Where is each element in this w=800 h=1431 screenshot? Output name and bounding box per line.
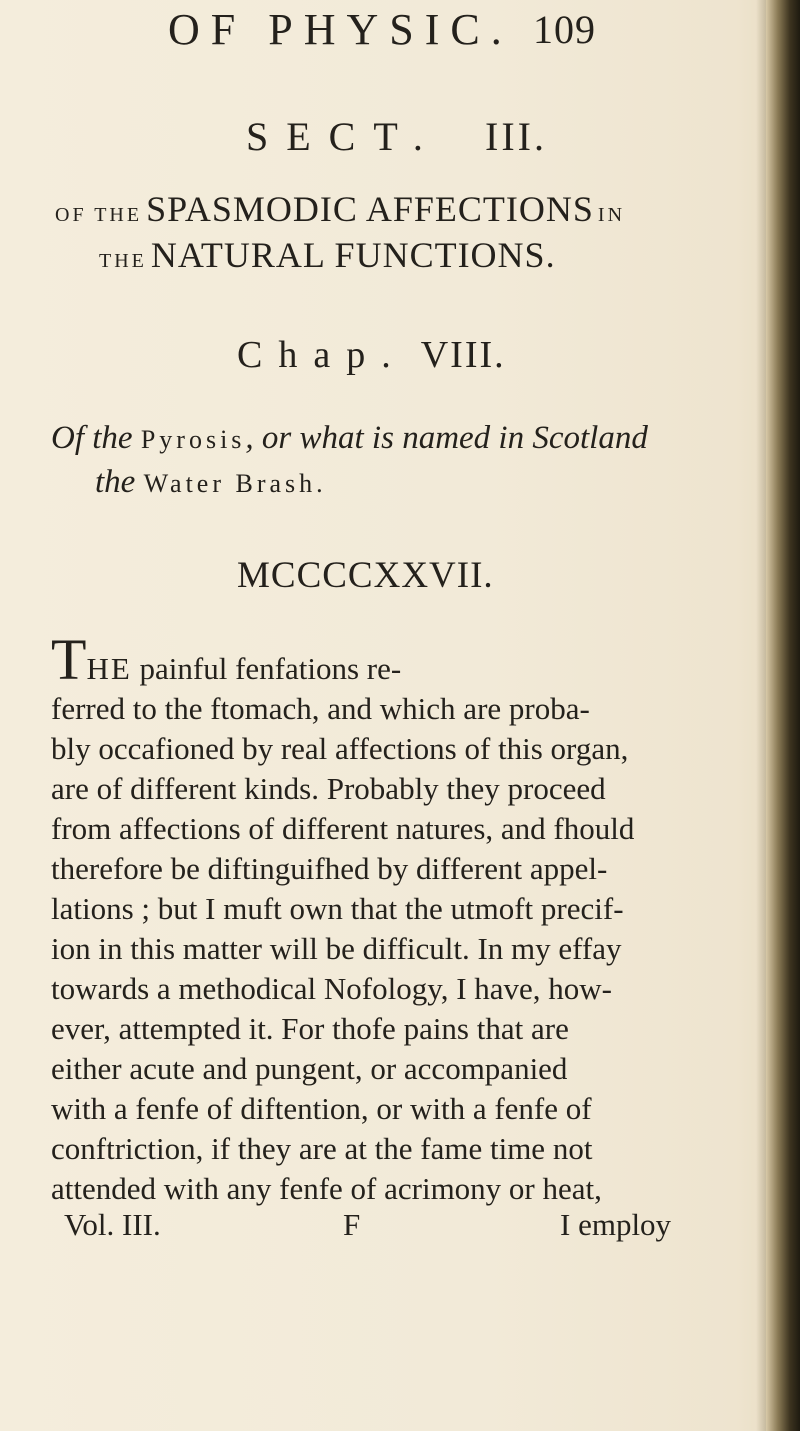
chapter-title-line-2 xyxy=(95,464,327,501)
catchword: I employ xyxy=(560,1207,672,1242)
volume-label: Vol. III. xyxy=(64,1207,161,1242)
title-the: the xyxy=(95,464,144,500)
chapter-label: Chap. xyxy=(237,334,407,376)
heading-the: THE xyxy=(99,250,147,272)
body-line: from affections of different natures, and fhould xyxy=(51,811,635,846)
page-gutter-shadow xyxy=(756,0,766,1431)
title-water-brash: Water Brash. xyxy=(143,469,327,498)
heading-line-1 xyxy=(55,188,625,230)
body-line: ion in this matter will be difficult. In my effay xyxy=(51,931,622,966)
section-number: III. xyxy=(485,114,547,159)
chapter-title-line-1 xyxy=(51,420,648,457)
first-word-rest: HE xyxy=(86,651,132,686)
body-line-1-text: painful fenfations re- xyxy=(131,651,402,686)
book-edge xyxy=(766,0,800,1431)
body-line: are of different kinds. Probably they proceed xyxy=(51,771,606,806)
body-line-1 xyxy=(51,627,746,692)
body-paragraph xyxy=(51,627,746,1209)
signature-mark: F xyxy=(343,1207,361,1242)
body-line: ever, attempted it. For thofe pains that are xyxy=(51,1011,569,1046)
heading-line-2 xyxy=(99,234,556,276)
body-line: attended with any fenfe of acrimony or heat, xyxy=(51,1171,602,1206)
body-line: therefore be diftinguifhed by different appel- xyxy=(51,851,608,886)
body-line: lations ; but I muft own that the utmoft precif- xyxy=(51,891,624,926)
body-line: towards a methodical Nofology, I have, how- xyxy=(51,971,612,1006)
heading-in: IN xyxy=(597,204,626,226)
body-line: ferred to the ftomach, and which are proba- xyxy=(51,691,590,726)
chapter-heading xyxy=(237,333,506,377)
chapter-number: VIII. xyxy=(420,334,506,376)
drop-cap: T xyxy=(51,627,87,692)
body-line: either acute and pungent, or accompanied xyxy=(51,1051,568,1086)
page-number: 109 xyxy=(533,7,596,52)
heading-natural-functions: NATURAL FUNCTIONS. xyxy=(150,235,556,275)
title-named-scotland: , or what is named in Scotland xyxy=(245,420,648,456)
body-line: with a fenfe of diftention, or with a fenfe of xyxy=(51,1091,592,1126)
body-line: bly occafioned by real affections of this organ, xyxy=(51,731,629,766)
title-pyrosis: Pyrosis xyxy=(140,425,246,454)
heading-spasmodic: SPASMODIC AFFECTIONS xyxy=(146,189,594,229)
heading-of-the: OF THE xyxy=(55,204,143,226)
paragraph-number: MCCCCXXVII. xyxy=(237,555,494,596)
title-of-the: Of the xyxy=(51,420,141,456)
running-title: OF PHYSIC. xyxy=(168,5,513,54)
section-label: SECT. xyxy=(246,114,441,159)
body-line: conftriction, if they are at the fame time not xyxy=(51,1131,593,1166)
